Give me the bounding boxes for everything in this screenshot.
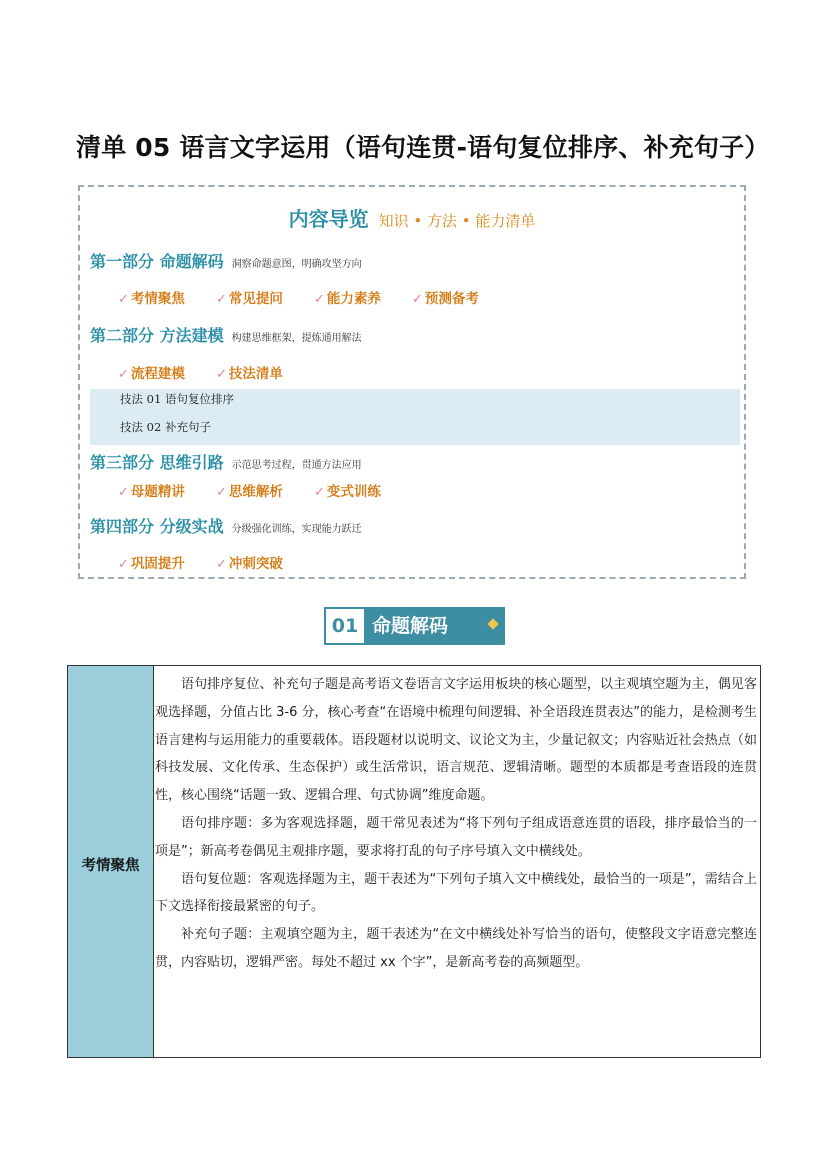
- part-1-heading: [90, 249, 362, 272]
- check-icon: ✓: [412, 292, 423, 307]
- exam-focus-table: [67, 665, 761, 1058]
- exam-focus-content: [155, 671, 757, 977]
- page-title: 清单 05 语言文字运用（语句连贯-语句复位排序、补充句子）: [76, 133, 770, 162]
- part-title: 第三部分 思维引路: [90, 453, 224, 472]
- check-icon: ✓: [216, 485, 227, 500]
- part-title: 第四部分 分级实战: [90, 517, 224, 536]
- paragraph: 语句复位题：客观选择题为主，题干表述为“下列句子填入文中横线处，最恰当的一项是”，需结合上下文选择衔接最紧密的句子。: [155, 871, 757, 915]
- check-icon: ✓: [118, 292, 129, 307]
- section-badge: [324, 607, 505, 645]
- part-3-heading: [90, 450, 362, 473]
- part-item[interactable]: ✓ 母题精讲: [118, 484, 185, 500]
- paragraph: 语句排序题：多为客观选择题，题干常见表述为“将下列句子组成语意连贯的语段，排序最恰当的一项是”；新高考卷偶见主观排序题，要求将打乱的句子序号填入文中横线处。: [155, 815, 757, 859]
- part-item[interactable]: ✓ 技法清单: [216, 366, 283, 382]
- overview-heading: [80, 203, 744, 232]
- overview-title: 内容导览: [288, 207, 369, 231]
- part-desc: 构建思维框架，提炼通用解法: [231, 333, 362, 344]
- part-2-heading: [90, 323, 362, 346]
- part-2-items: [118, 362, 309, 382]
- part-desc: 示范思考过程，贯通方法应用: [231, 460, 362, 471]
- part-title: 第一部分 命题解码: [90, 252, 224, 271]
- part-4-items: [118, 552, 309, 572]
- part-item[interactable]: ✓ 能力素养: [314, 291, 381, 307]
- part-desc: 分级强化训练，实现能力跃迁: [231, 524, 362, 535]
- diamond-icon: [487, 618, 498, 629]
- part-title: 第二部分 方法建模: [90, 326, 224, 345]
- overview-subtitle: 知识 • 方法 • 能力清单: [378, 212, 536, 230]
- part-item[interactable]: ✓ 巩固提升: [118, 556, 185, 572]
- part-item[interactable]: ✓ 思维解析: [216, 484, 283, 500]
- check-icon: ✓: [118, 485, 129, 500]
- paragraph: 补充句子题：主观填空题为主，题干表述为“在文中横线处补写恰当的语句，使整段文字语意完整连贯，内容贴切，逻辑严密。每处不超过 xx 个字”，是新高考卷的高频题型。: [155, 927, 757, 970]
- part-1-items: [118, 287, 505, 307]
- part-item[interactable]: ✓ 考情聚焦: [118, 291, 185, 307]
- content-overview-box: [78, 185, 746, 579]
- part-3-items: [118, 480, 407, 500]
- part-item[interactable]: ✓ 预测备考: [412, 291, 479, 307]
- check-icon: ✓: [216, 367, 227, 382]
- method-item[interactable]: 技法 01 语句复位排序: [120, 392, 234, 406]
- check-icon: ✓: [216, 292, 227, 307]
- check-icon: ✓: [216, 557, 227, 572]
- exam-focus-label-cell: [68, 666, 154, 1057]
- check-icon: ✓: [314, 292, 325, 307]
- part-desc: 洞察命题意图，明确攻坚方向: [231, 259, 362, 270]
- part-item[interactable]: ✓ 变式训练: [314, 484, 381, 500]
- part-item[interactable]: ✓ 常见提问: [216, 291, 283, 307]
- check-icon: ✓: [118, 557, 129, 572]
- part-item[interactable]: ✓ 流程建模: [118, 366, 185, 382]
- exam-focus-label: 考情聚焦: [81, 858, 140, 874]
- paragraph: 语句排序复位、补充句子题是高考语文卷语言文字运用板块的核心题型，以主观填空题为主，偶见客观选择题，分值占比 3-6 分，核心考查“在语境中梳理句间逻辑、补全语段连贯表达”的能力，是检测考生语言建构与运用能力的重要载体。语段题材以说明文、议论文为主，少量记叙文；内容贴近社会热点（如科技发展、文化传承、生态保护）或生活常识，语言规范、逻辑清晰。题型的本质都是考查语段的连贯性，核心围绕“话题一致、逻辑合理、句式协调”维度命题。: [155, 677, 757, 804]
- check-icon: ✓: [118, 367, 129, 382]
- method-item[interactable]: 技法 02 补充句子: [120, 420, 211, 434]
- section-number: 01: [326, 609, 364, 643]
- section-label: 命题解码: [372, 615, 449, 637]
- part-4-heading: [90, 514, 362, 537]
- check-icon: ✓: [314, 485, 325, 500]
- method-list: [90, 389, 740, 445]
- part-item[interactable]: ✓ 冲刺突破: [216, 556, 283, 572]
